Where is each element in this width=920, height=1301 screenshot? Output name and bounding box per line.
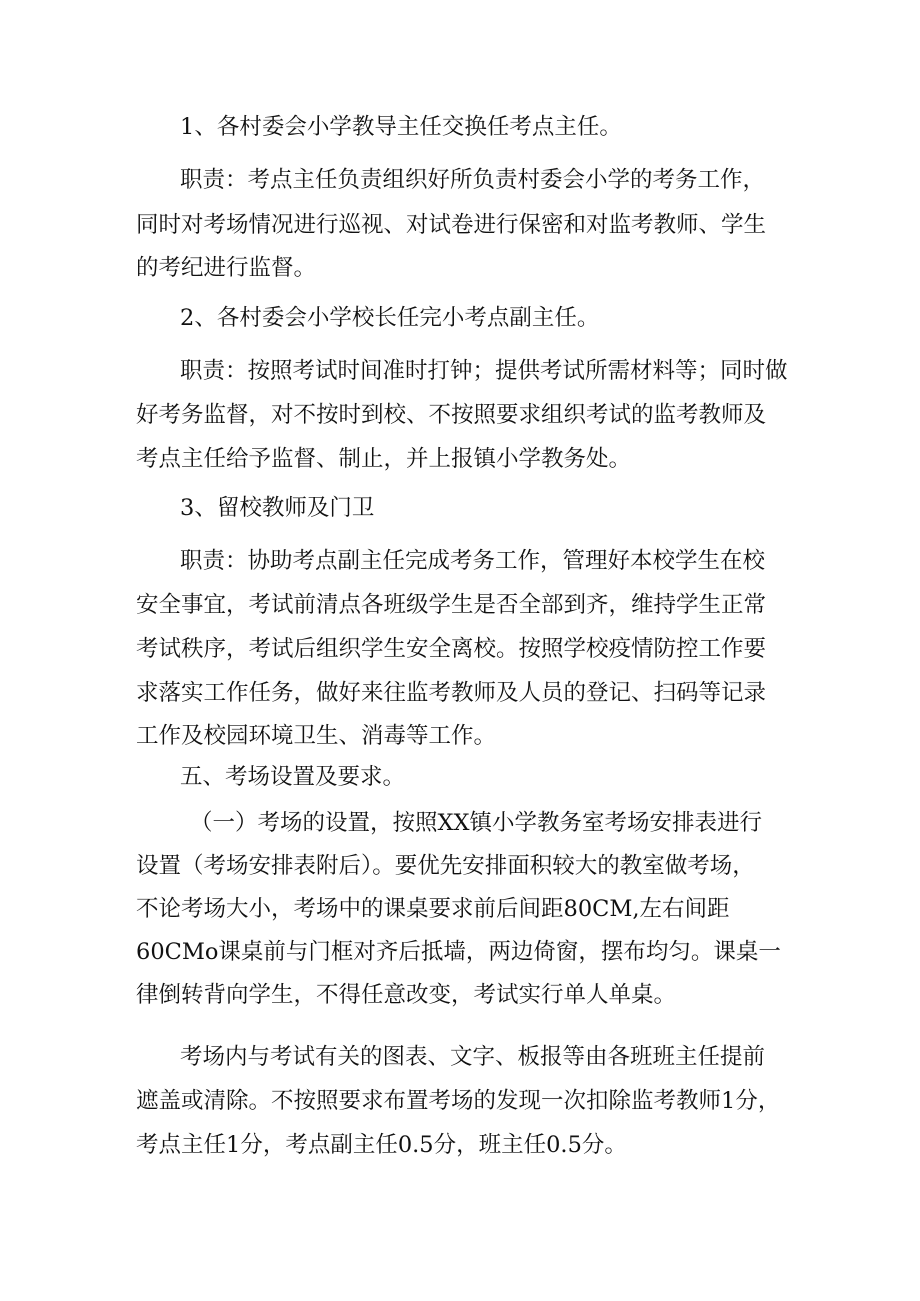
duty-1-line-3: 的考纪进行监督。 — [136, 255, 317, 281]
duty-3-line-3: 考试秩序，考试后组织学生安全离校。按照学校疫情防控工作要 — [136, 636, 767, 662]
duty-3-line-4: 求落实工作任务，做好来往监考教师及人员的登记、扫码等记录 — [136, 680, 767, 706]
duty-1-line-2: 同时对考场情况进行巡视、对试卷进行保密和对监考教师、学生 — [136, 212, 767, 238]
duty-3-line-1: 职责：协助考点副主任完成考务工作，管理好本校学生在校 — [180, 548, 766, 574]
duty-2-line-3: 考点主任给予监督、制止，并上报镇小学教务处。 — [136, 446, 632, 472]
setup-line-1: （一）考场的设置，按照XX镇小学教务室考场安排表进行 — [190, 810, 763, 836]
setup-line-2: 设置（考场安排表附后）。要优先安排面积较大的教室做考场， — [136, 853, 755, 879]
duty-2-line-2: 好考务监督，对不按时到校、不按照要求组织考试的监考教师及 — [136, 402, 767, 428]
setup-line-4: 60CMo课桌前与门框对齐后抵墙，两边倚窗，摆布均匀。课桌一 — [136, 939, 781, 965]
duty-3-line-2: 安全事宜，考试前清点各班级学生是否全部到齐，维持学生正常 — [136, 592, 767, 618]
rule-line-2: 遮盖或清除。不按照要求布置考场的发现一次扣除监考教师1分， — [136, 1088, 781, 1114]
duty-1-line-1: 职责：考点主任负责组织好所负责村委会小学的考务工作， — [180, 167, 766, 193]
rule-line-3: 考点主任1分，考点副主任0.5分，班主任0.5分。 — [136, 1132, 627, 1158]
rule-line-1: 考场内与考试有关的图表、文字、板报等由各班班主任提前 — [180, 1044, 766, 1070]
setup-line-3: 不论考场大小，考场中的课桌要求前后间距80CM,左右间距 — [136, 896, 730, 922]
section-5-heading: 五、考场设置及要求。 — [180, 764, 406, 790]
duty-3-line-5: 工作及校园环境卫生、消毒等工作。 — [136, 723, 497, 749]
item-2-heading: 2、各村委会小学校长任完小考点副主任。 — [180, 305, 600, 331]
duty-2-line-1: 职责：按照考试时间准时打钟；提供考试所需材料等；同时做 — [180, 358, 788, 384]
item-3-heading: 3、留校教师及门卫 — [180, 495, 375, 521]
item-1-heading: 1、各村委会小学教导主任交换任考点主任。 — [180, 114, 622, 140]
setup-line-5: 律倒转背向学生，不得任意改变，考试实行单人单桌。 — [136, 982, 677, 1008]
